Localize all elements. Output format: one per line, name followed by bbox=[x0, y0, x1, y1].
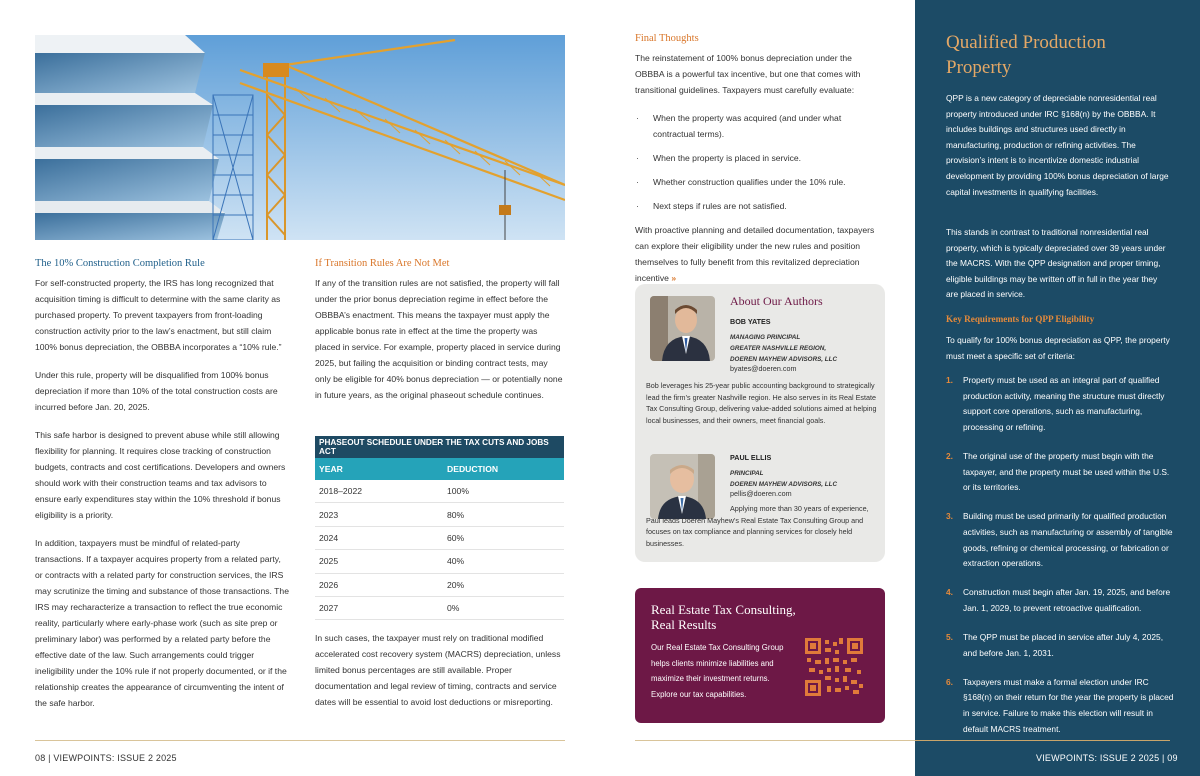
column-header-deduction: DEDUCTION bbox=[443, 458, 564, 480]
cell-deduction: 40% bbox=[443, 550, 564, 573]
qpp-title-line2: Property bbox=[946, 57, 1012, 78]
table-row bbox=[315, 550, 564, 573]
list-item: · Next steps if rules are not satisfied. bbox=[636, 201, 787, 211]
qpp-sidebar-panel bbox=[915, 0, 1200, 776]
item-number: 6. bbox=[946, 676, 953, 687]
paragraph: If any of the transition rules are not satisfied, the property will fall under the prior bonus depreciation regime in effect before the OBBBA’s enactment. This means the taxpayer must apply the applicable bonus rate in effect at the time the property was placed in service. For example, property placed in service during 2025, but failing the acquisition or binding contract tests, may only be eligible for 40% bonus depreciation — or potentially none in future years, as the original phaseout schedule continues. bbox=[315, 278, 563, 400]
item-text: The original use of the property must begin with the taxpayer, and the property must be used within the U.S. or its territories. bbox=[963, 450, 1170, 493]
page-footer-left: 08 | VIEWPOINTS: ISSUE 2 2025 bbox=[35, 753, 177, 763]
table-row bbox=[315, 596, 564, 619]
cell-year: 2018–2022 bbox=[315, 480, 443, 503]
table-row bbox=[315, 573, 564, 596]
item-text: The QPP must be placed in service after July 4, 2025, and before Jan. 1, 2031. bbox=[963, 632, 1164, 658]
list-item-text: When the property is placed in service. bbox=[653, 153, 802, 163]
item-number: 1. bbox=[946, 375, 953, 385]
evaluation-list bbox=[635, 110, 880, 214]
qpp-title-line1: Qualified Production bbox=[946, 32, 1106, 53]
requirements-intro: To qualify for 100% bonus depreciation as QPP, the property must meet a specific set of criteria: bbox=[946, 335, 1170, 361]
paragraph: For self-constructed property, the IRS has long recognized that acquisition timing is difficult to determine with the same clarity as purchased property. To prevent taxpayers from front-loading construction activity prior to the law’s enactment, but still claim 100% bonus depreciation, the OBBBA incorporates a “10% rule.” bbox=[35, 278, 282, 352]
paragraph: QPP is a new category of depreciable nonresidential real property introduced under IRC §168(n) by the OBBBA. It includes buildings and structures used directly in manufacturing, production or refining activities. The provision’s intent is to incentivize domestic industrial development by providing 100% bonus depreciation of large capital investments in qualifying facilities. bbox=[946, 93, 1169, 197]
list-item-text: Whether construction qualifies under the 10% rule. bbox=[653, 177, 846, 187]
requirements-list bbox=[946, 373, 1176, 751]
item-number: 5. bbox=[946, 632, 953, 643]
list-item-text: Next steps if rules are not satisfied. bbox=[653, 201, 787, 211]
item-number: 4. bbox=[946, 587, 953, 598]
paragraph: In such cases, the taxpayer must rely on traditional modified accelerated cost recovery system (MACRS) depreciation, unless limited bonus percentages are still available. Proper documentation and legal review of timing, contracts and service dates will be essential to avoid lost deductions or misreporting. bbox=[315, 633, 561, 707]
list-item bbox=[946, 449, 1176, 496]
paragraph: The reinstatement of 100% bonus depreciation under the OBBBA is a powerful tax incentive, but one that comes with transitional guidelines. Taxpayers must carefully evaluate: bbox=[635, 53, 861, 95]
list-item bbox=[946, 675, 1176, 737]
table-row bbox=[315, 480, 564, 503]
item-text: Building must be used primarily for qualified production activities, such as manufacturing or assembly of tangible goods, refining or chemical processing, or fabrication or extraction operations. bbox=[963, 511, 1173, 569]
transition-rules-heading: If Transition Rules Are Not Met bbox=[315, 258, 450, 269]
paragraph: This stands in contrast to traditional nonresidential real property, which is typically depreciated over 39 years under the MACRS. With the QPP designation and proper timing, eligible buildings may be written off in full in the year they are placed in service. bbox=[946, 227, 1166, 300]
author-name: BOB YATES bbox=[730, 317, 771, 326]
completion-rule-body bbox=[35, 275, 290, 711]
author-firm: DOEREN MAYHEW ADVISORS, LLC bbox=[730, 481, 838, 488]
list-item: · Whether construction qualifies under the 10% rule. bbox=[636, 177, 846, 187]
table-title: PHASEOUT SCHEDULE UNDER THE TAX CUTS AND JOBS ACT bbox=[315, 436, 564, 458]
completion-rule-heading: The 10% Construction Completion Rule bbox=[35, 258, 205, 269]
author-name: PAUL ELLIS bbox=[730, 453, 772, 462]
author-role: PRINCIPAL bbox=[730, 470, 764, 477]
cell-year: 2023 bbox=[315, 503, 443, 526]
closing-text: With proactive planning and detailed documentation, taxpayers can explore their eligibility under the new rules and position themselves to fully benefit from this revitalized depreciation incentive bbox=[635, 225, 875, 283]
list-item bbox=[946, 630, 1176, 661]
list-item bbox=[946, 509, 1176, 571]
final-thoughts-heading: Final Thoughts bbox=[635, 33, 699, 44]
phaseout-schedule-table bbox=[315, 436, 564, 620]
column-header-year: YEAR bbox=[315, 458, 443, 480]
cell-year: 2024 bbox=[315, 526, 443, 549]
item-number: 3. bbox=[946, 511, 953, 522]
cell-deduction: 20% bbox=[443, 573, 564, 596]
requirements-heading: Key Requirements for QPP Eligibility bbox=[946, 314, 1095, 324]
list-item bbox=[946, 585, 1176, 616]
cell-year: 2027 bbox=[315, 596, 443, 619]
footer-rule bbox=[635, 740, 915, 741]
item-text: Taxpayers must make a formal election under IRC §168(n) on their return for the year the property is placed in service. Failure to make this election will result in default MACRS treatment. bbox=[963, 676, 1174, 734]
real-estate-promo-box[interactable] bbox=[635, 588, 885, 723]
author-firm: DOEREN MAYHEW ADVISORS, LLC bbox=[730, 356, 838, 363]
table-row bbox=[315, 503, 564, 526]
cell-deduction: 80% bbox=[443, 503, 564, 526]
author-bio: Bob leverages his 25-year public accounting background to strategically lead the firm’s greater Nashville region. He also serves in its Real Estate Tax Consulting Group, delivering value-added solutions aimed at helping local businesses, and their owners, meet financial goals. bbox=[646, 381, 877, 425]
cell-year: 2025 bbox=[315, 550, 443, 573]
paragraph: Under this rule, property will be disqualified from 100% bonus depreciation if more than 10% of the total construction costs are incurred before Jan. 20, 2025. bbox=[35, 370, 278, 412]
promo-title-line1: Real Estate Tax Consulting, bbox=[651, 602, 796, 617]
footer-rule bbox=[915, 740, 1170, 741]
author-email[interactable]: pellis@doeren.com bbox=[730, 489, 792, 498]
qr-code-icon[interactable] bbox=[805, 638, 863, 696]
cell-year: 2026 bbox=[315, 573, 443, 596]
cell-deduction: 60% bbox=[443, 526, 564, 549]
cell-deduction: 100% bbox=[443, 480, 564, 503]
list-item-text: When the property was acquired (and under what contractual terms). bbox=[653, 113, 842, 139]
page-footer-right: VIEWPOINTS: ISSUE 2 2025 | 09 bbox=[1036, 753, 1178, 763]
paragraph: In addition, taxpayers must be mindful of related-party transactions. If a taxpayer acquires property from a related party, or contracts with a related party for construction services, the IRS may scrutinize the timing and substance of those transactions. The IRS may recharacterize a transaction to reflect the true economic reality, particularly where early-phase work (such as site prep or preliminary labor) was performed by a related party before the effective date of the law. Such arrangements could trigger ineligibility under the 10% rule if not properly documented, or if the relationship creates the appearance of circumventing the intent of the safe harbor. bbox=[35, 538, 289, 708]
author-email[interactable]: byates@doeren.com bbox=[730, 364, 797, 373]
author-region: GREATER NASHVILLE REGION, bbox=[730, 345, 827, 352]
footer-rule bbox=[35, 740, 565, 741]
item-text: Property must be used as an integral part of qualified production activity, meaning the structure must directly support core operations, such as manufacturing, processing or refining. bbox=[963, 375, 1165, 432]
construction-crane-photo bbox=[35, 35, 565, 240]
list-item bbox=[946, 373, 1176, 435]
table-row bbox=[315, 526, 564, 549]
list-item: · When the property was acquired (and under what contractual terms). bbox=[636, 113, 842, 139]
end-mark-icon: » bbox=[671, 273, 677, 283]
promo-title-line2: Real Results bbox=[651, 617, 717, 632]
list-item: · When the property is placed in service. bbox=[636, 153, 802, 163]
item-number: 2. bbox=[946, 450, 953, 461]
author-role: MANAGING PRINCIPAL bbox=[730, 334, 801, 341]
cell-deduction: 0% bbox=[443, 596, 564, 619]
bob-yates-photo bbox=[650, 296, 715, 361]
author-bio: Applying more than 30 years of experience, Paul leads Doeren Mayhew’s Real Estate Tax Consulting Group and focuses on tax compliance and planning services for closely held businesses. bbox=[646, 504, 869, 548]
paragraph bbox=[635, 222, 880, 286]
authors-heading: About Our Authors bbox=[730, 294, 823, 308]
item-text: Construction must begin after Jan. 19, 2025, and before Jan. 1, 2029, to prevent retroactive qualification. bbox=[963, 587, 1171, 613]
about-authors-box bbox=[635, 284, 885, 562]
paragraph: This safe harbor is designed to prevent abuse while still allowing flexibility for planning. It requires close tracking of construction budgets, contracts and cost certifications. Developers and owners should work with their construction teams and tax advisors to ensure early expenditures stay within the 10% threshold if bonus eligibility is a priority. bbox=[35, 430, 286, 520]
promo-text: Our Real Estate Tax Consulting Group helps clients minimize liabilities and maximize their investment returns. Explore our tax capabilities. bbox=[651, 643, 784, 699]
